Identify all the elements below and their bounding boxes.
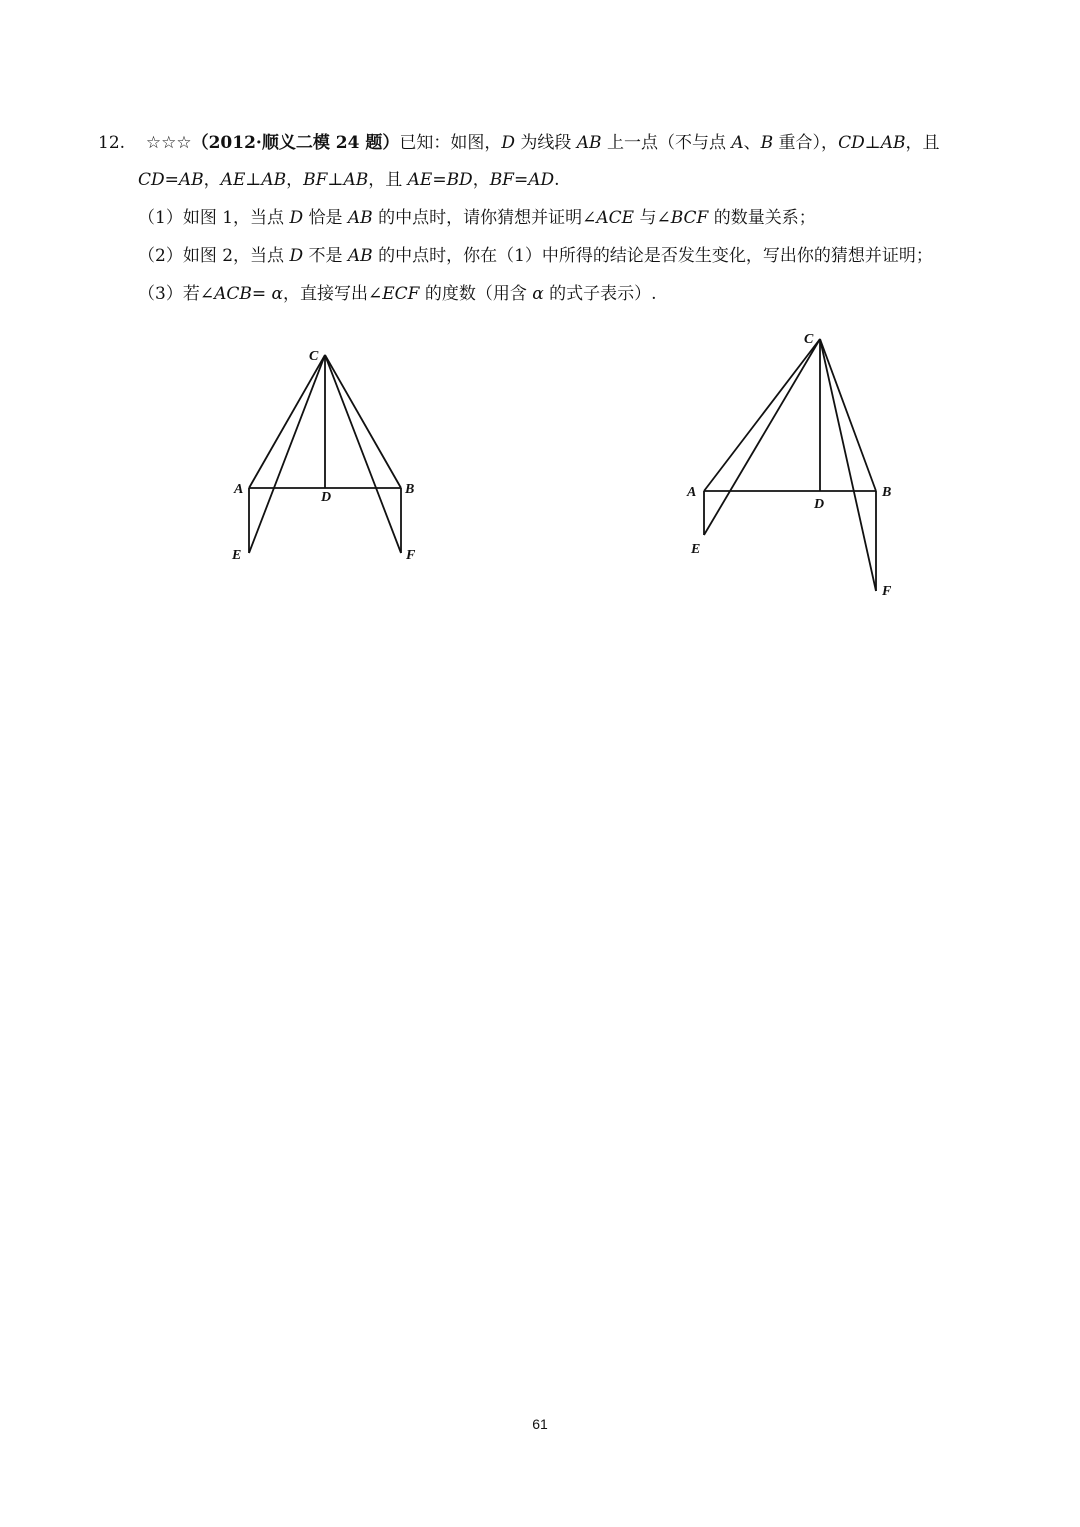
fig1-label-a: A [234,482,244,497]
difficulty-stars: ☆☆☆ [145,133,192,153]
fig2-label-a: A [687,485,697,500]
figure-2 [686,332,892,599]
fig1-segment-cb [325,355,401,488]
problem-source: （2012·顺义二模 24 题） [191,133,400,153]
fig1-label-e: E [232,548,242,563]
problem-line-1: 12. ☆☆☆（2012·顺义二模 24 题）已知：如图，D 为线段 AB 上一点（不与点 A、B 重合），CD⊥AB，且 [98,133,940,153]
fig2-label-e: E [691,542,701,557]
fig2-segment-ca [704,339,820,491]
page-number: 61 [532,1416,548,1432]
fig2-label-b: B [882,485,892,500]
fig2-label-f: F [882,584,892,599]
fig2-label-c: C [804,332,814,347]
fig2-segment-cf [820,339,876,591]
fig1-label-c: C [309,349,319,364]
problem-part-2: （2）如图 2，当点 D 不是 AB 的中点时，你在（1）中所得的结论是否发生变化，写出你的猜想并证明； [138,246,933,266]
figure-1 [231,349,416,563]
fig1-segment-ca [249,355,325,488]
fig2-label-d: D [814,497,825,512]
fig1-label-f: F [406,548,416,563]
problem-line-2: CD=AB，AE⊥AB，BF⊥AB，且 AE=BD，BF=AD. [138,170,560,190]
fig1-label-d: D [321,490,332,505]
fig2-segment-ce [704,339,820,535]
problem-number: 12. [98,133,126,153]
fig1-segment-cf [325,355,401,553]
problem-part-3: （3）若∠ACB= α，直接写出∠ECF 的度数（用含 α 的式子表示）. [138,284,657,304]
fig1-segment-ce [249,355,325,553]
fig1-label-b: B [405,482,415,497]
problem-part-1: （1）如图 1，当点 D 恰是 AB 的中点时，请你猜想并证明∠ACE 与∠BCF 的数量关系； [138,208,816,228]
